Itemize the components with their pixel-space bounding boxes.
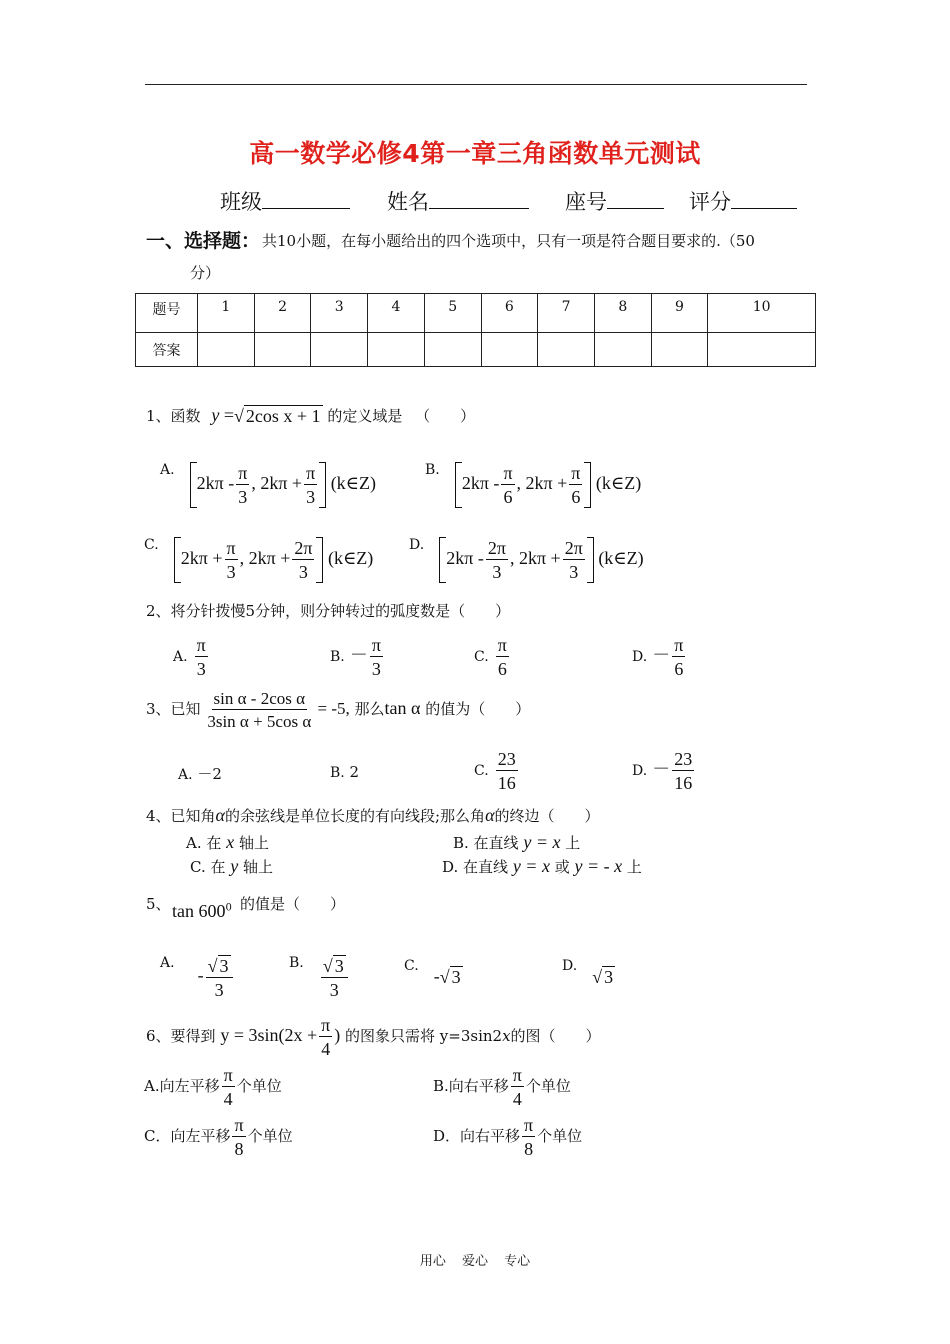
bracket-right [584, 462, 591, 508]
option-label: B.向右平移 [433, 1077, 509, 1096]
option-expr: 2kπ + [180, 548, 223, 569]
option-var: x [226, 832, 235, 852]
frac-den: 3 [329, 979, 339, 1000]
answer-cell[interactable] [651, 333, 708, 367]
table-cell: 5 [424, 294, 481, 333]
option-label: A. [173, 649, 188, 666]
score-blank[interactable] [731, 186, 797, 209]
seat-blank[interactable] [607, 186, 664, 209]
frac-num: π [226, 538, 236, 558]
table-cell: 7 [538, 294, 595, 333]
q1-eq: = [223, 405, 234, 425]
frac-num: π [234, 1115, 244, 1135]
header-rule [145, 84, 807, 85]
frac-num: π [503, 463, 513, 483]
section-note: 共10小题，在每小题给出的四个选项中，只有一项是符合题目要求的.（50 [262, 232, 755, 250]
q3-suffix: 的值为（ ） [425, 699, 531, 718]
frac-den: 16 [497, 773, 516, 793]
option-tail: (k∈Z) [327, 548, 374, 569]
frac-num: π [238, 463, 248, 483]
answer-cell[interactable] [424, 333, 481, 367]
q6-option-a[interactable] [144, 1066, 282, 1108]
table-cell: 10 [708, 294, 816, 333]
q4-text: 的余弦线是单位长度的有向线段;那么角 [225, 807, 486, 825]
option-expr: 2kπ - [196, 473, 235, 494]
frac-num: π [306, 463, 316, 483]
q6-option-c[interactable] [144, 1116, 293, 1158]
bracket-right [587, 537, 594, 583]
option-unit: 个单位 [537, 1127, 583, 1146]
question-4 [146, 805, 600, 826]
frac-num: π [196, 635, 206, 655]
frac-den: 6 [503, 487, 513, 507]
question-3 [146, 690, 530, 730]
table-header-cell: 答案 [136, 333, 198, 367]
table-header-cell: 题号 [136, 294, 198, 333]
q2-option-b[interactable] [330, 636, 385, 678]
table-cell: 6 [481, 294, 538, 333]
frac-num: 3 [334, 955, 344, 976]
q3-option-a[interactable] [178, 763, 222, 784]
q4-option-a[interactable] [186, 832, 269, 853]
frac-num: 2π [294, 538, 313, 558]
class-label: 班级 [220, 190, 262, 214]
q2-option-c[interactable] [474, 636, 511, 678]
option-or: 或 [554, 858, 570, 876]
option-label: D. 在直线 [442, 858, 509, 876]
frac-den: 3 [214, 979, 224, 1000]
q4-alpha: α [485, 805, 495, 825]
q5-option-b[interactable]: B. $\frac{√ 3}{3}$ [289, 955, 350, 999]
q2-option-d[interactable] [632, 636, 687, 678]
option-expr: , 2kπ + [251, 473, 303, 494]
frac-den: 3 [298, 562, 308, 582]
option-var: y [230, 856, 239, 876]
frac-den: 4 [512, 1089, 522, 1109]
bracket-left [455, 462, 462, 508]
option-label: C. 在 [190, 858, 226, 876]
option-radicand: 3 [604, 967, 614, 988]
q4-text: 的终边（ ） [494, 807, 600, 825]
frac-num: sin α - 2cos α [213, 689, 306, 708]
option-eq: y = - x [574, 856, 623, 876]
q5-suffix: 的值是（ ） [240, 895, 346, 913]
option-unit: 个单位 [525, 1077, 571, 1096]
table-cell: 8 [594, 294, 651, 333]
option-label: C．向左平移 [144, 1127, 231, 1146]
q4-text: 4、已知角 [146, 807, 216, 825]
option-tail: (k∈Z) [598, 548, 644, 569]
question-6 [146, 1016, 601, 1058]
option-label: B. [330, 649, 345, 666]
table-cell: 9 [651, 294, 708, 333]
q4-alpha: α [215, 805, 225, 825]
frac-num: 3 [219, 955, 229, 976]
q6-fn-close: ) [334, 1025, 341, 1046]
q1-option-b[interactable] [425, 462, 641, 508]
q1-prefix: 1、函数 [146, 407, 201, 425]
frac-num: 23 [497, 749, 516, 769]
frac-den: 4 [223, 1089, 233, 1109]
q5-option-c[interactable]: C. -√ 3 [404, 958, 461, 988]
option-label: D．向右平移 [433, 1127, 521, 1146]
q6-fn: y = 3sin(2x + [220, 1025, 318, 1046]
answer-cell[interactable] [254, 333, 311, 367]
frac-den: 3 [306, 487, 316, 507]
frac-num: π [371, 635, 381, 655]
frac-num: 2π [487, 538, 506, 558]
option-label: D. [409, 537, 425, 553]
q4-option-b[interactable] [453, 832, 580, 853]
seat-field [565, 186, 664, 216]
q2-option-a[interactable] [173, 636, 210, 678]
table-cell: 2 [254, 294, 311, 333]
answer-table [135, 293, 816, 367]
class-field [220, 186, 350, 216]
frac-den: 6 [674, 659, 684, 679]
option-value: 2 [349, 763, 360, 781]
seat-label: 座号 [565, 190, 607, 214]
q1-suffix: 的定义域是 [327, 407, 403, 425]
q6-prefix: 6、要得到 [146, 1027, 216, 1046]
frac-num: π [674, 635, 684, 655]
answer-cell[interactable] [708, 333, 816, 367]
table-cell: 1 [198, 294, 255, 333]
option-label: D. [562, 958, 578, 974]
frac-den: 16 [674, 773, 693, 793]
option-expr: 2kπ - [461, 473, 500, 494]
bracket-right [316, 537, 323, 583]
option-expr: , 2kπ + [239, 548, 291, 569]
option-sign: - [433, 966, 440, 986]
score-label: 评分 [689, 190, 731, 214]
table-cell: 3 [311, 294, 368, 333]
q1-option-d[interactable] [409, 537, 644, 583]
q6-option-b[interactable] [433, 1066, 571, 1108]
option-label: B. [330, 765, 345, 781]
table-row [136, 294, 816, 333]
frac-den: 3 [492, 562, 502, 582]
frac-den: 3 [226, 562, 236, 582]
q5-option-a[interactable]: A. - $\frac{√ 3}{3}$ [160, 955, 235, 999]
frac-num: π [321, 1015, 331, 1035]
frac-den: 3 [196, 659, 206, 679]
option-radicand: 3 [451, 967, 461, 988]
option-label: A.向左平移 [144, 1077, 220, 1096]
frac-den: 8 [234, 1139, 244, 1159]
q6-suffix: 的图（ ） [510, 1027, 601, 1046]
q1-var-y: y [211, 405, 220, 425]
option-sign: - [197, 965, 204, 986]
option-tail: (k∈Z) [330, 473, 376, 494]
option-label: B. 在直线 [453, 834, 519, 852]
page-footer: 用心 爱心 专心 [419, 1254, 531, 1269]
frac-num: 23 [674, 749, 693, 769]
frac-den: 3 [238, 487, 248, 507]
option-rest: 上 [565, 834, 581, 852]
score-field [689, 186, 797, 216]
option-label: D. [632, 763, 648, 780]
question-2: 2、将分针拨慢5分钟，则分钟转过的弧度数是（ ） [146, 602, 511, 620]
option-label: A. [160, 462, 175, 478]
option-label: D. [632, 649, 648, 666]
section-heading: 一、选择题： [146, 230, 261, 252]
option-label: A. 在 [186, 834, 222, 852]
option-eq: y = x [523, 832, 561, 852]
option-label: C. [474, 649, 489, 666]
q3-eq: = -5, [317, 698, 350, 718]
q6-option-d[interactable] [433, 1116, 582, 1158]
frac-num: π [571, 463, 581, 483]
answer-cell[interactable] [594, 333, 651, 367]
option-unit: 个单位 [236, 1077, 282, 1096]
q3-option-b[interactable] [330, 763, 359, 781]
frac-num: π [512, 1065, 522, 1085]
option-label: C. [404, 958, 419, 974]
q3-tan: tan α [384, 697, 421, 718]
section-note-cont: 分） [190, 264, 221, 282]
q4-option-d[interactable] [442, 856, 642, 877]
question-1 [146, 405, 475, 427]
frac-num: 2π [564, 538, 583, 558]
option-unit: 个单位 [247, 1127, 293, 1146]
frac-den: 3sin α + 5cos α [207, 712, 312, 731]
q3-option-c[interactable] [474, 750, 520, 792]
option-eq: y = x [512, 856, 550, 876]
table-cell: 4 [368, 294, 425, 333]
q5-number: 5、 [146, 895, 171, 913]
option-rest: 轴上 [238, 834, 269, 852]
frac-den: 3 [371, 659, 381, 679]
frac-den: 3 [569, 562, 579, 582]
option-label: A. [178, 767, 193, 783]
frac-num: π [524, 1115, 534, 1135]
page-title: 高一数学必修4第一章三角函数单元测试 [249, 139, 701, 168]
option-label: C. [144, 537, 159, 553]
q3-option-d[interactable] [632, 750, 696, 792]
name-label: 姓名 [387, 190, 429, 214]
answer-cell[interactable] [198, 333, 255, 367]
frac-den: 6 [497, 659, 507, 679]
name-field [387, 186, 529, 216]
answer-cell[interactable] [311, 333, 368, 367]
class-blank[interactable] [262, 186, 350, 209]
name-blank[interactable] [429, 186, 529, 209]
option-label: C. [474, 763, 489, 780]
option-rest: 上 [626, 858, 642, 876]
answer-cell[interactable] [538, 333, 595, 367]
bracket-left [190, 462, 197, 508]
q6-suffix: 的图象只需将 y=3sin2 [345, 1027, 503, 1046]
q3-mid: 那么 [354, 699, 385, 718]
option-label: B. [425, 462, 440, 478]
option-sign: － [652, 645, 671, 666]
option-expr: , 2kπ + [516, 473, 568, 494]
bracket-left [174, 537, 181, 583]
option-label: B. [289, 955, 304, 971]
q1-option-c[interactable] [144, 537, 373, 583]
frac-num: π [223, 1065, 233, 1085]
table-row [136, 333, 816, 367]
option-sign: － [349, 645, 368, 666]
q5-option-d[interactable]: D. √ 3 [562, 958, 614, 988]
q4-option-c[interactable] [190, 856, 273, 877]
option-rest: 轴上 [243, 858, 274, 876]
frac-den: 4 [321, 1039, 331, 1059]
frac-num: π [497, 635, 507, 655]
question-5 [172, 901, 232, 922]
option-expr: 2kπ - [446, 548, 484, 569]
q1-radicand: 2cos x + 1 [245, 406, 321, 427]
q5-degree: 0 [225, 902, 232, 914]
option-value: －2 [197, 765, 222, 783]
frac-den: 8 [524, 1139, 534, 1159]
q5-expr: tan 600 [172, 901, 226, 921]
q6-var-x: x [502, 1027, 511, 1046]
frac-den: 6 [571, 487, 581, 507]
answer-cell[interactable] [368, 333, 425, 367]
option-expr: , 2kπ + [509, 548, 561, 569]
q3-prefix: 3、已知 [146, 699, 201, 718]
option-label: A. [160, 955, 175, 971]
answer-cell[interactable] [481, 333, 538, 367]
option-tail: (k∈Z) [595, 473, 642, 494]
bracket-right [319, 462, 326, 508]
q1-option-a[interactable] [160, 462, 376, 508]
sqrt-symbol: √ 2cos x + 1 [233, 406, 321, 427]
option-sign: － [652, 759, 671, 780]
q1-paren: （ ） [415, 407, 476, 425]
